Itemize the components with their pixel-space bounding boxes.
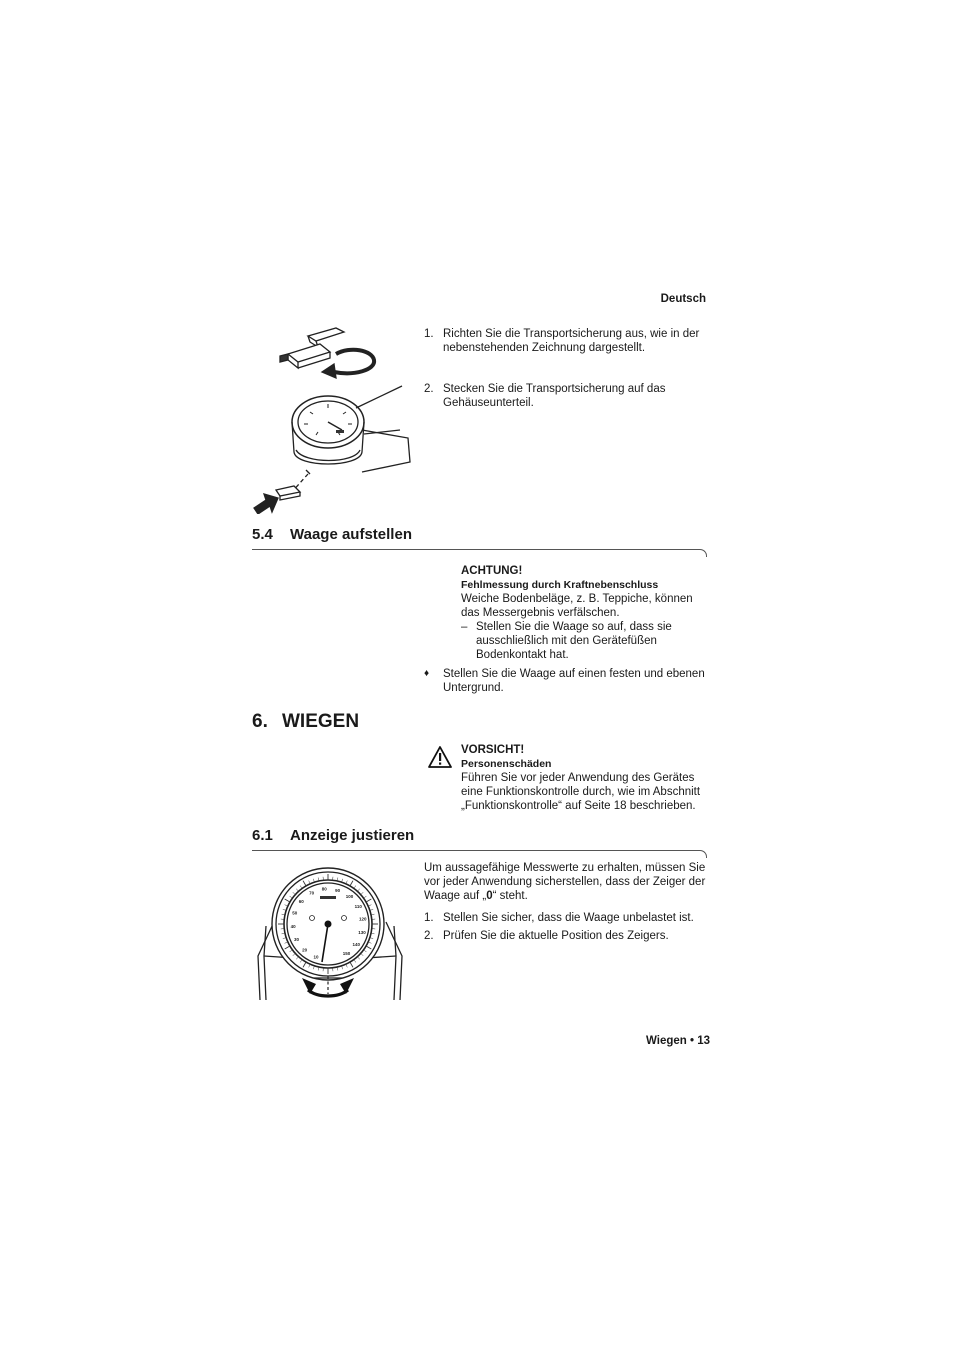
- bullet-marker: ♦: [424, 668, 430, 679]
- intro-zero: 0: [486, 890, 493, 902]
- step-number: 1.: [424, 912, 434, 924]
- section-rule: [252, 549, 700, 550]
- dial-label: 60: [298, 899, 304, 904]
- transport-lock-illustration: [250, 322, 420, 514]
- intro-text-after: “ steht.: [492, 890, 528, 902]
- dial-label: 10: [313, 954, 319, 960]
- dial-label: 90: [335, 887, 341, 893]
- chapter-number: 6.: [252, 711, 268, 732]
- warning-text: Weiche Bodenbeläge, z. B. Teppiche, können das Messergebnis verfälschen.: [461, 593, 693, 619]
- dial-brand-mark: [320, 896, 336, 899]
- section-6-1-intro: [424, 861, 711, 903]
- page-footer: Wiegen • 13: [646, 1035, 710, 1047]
- intro-text-before: Um aussagefähige Messwerte zu erhalten, müssen Sie vor jeder Anwendung sicherstellen, dass der Zeiger der Waage auf „: [424, 862, 706, 902]
- header-language: Deutsch: [660, 293, 706, 305]
- dial-label: 110: [354, 904, 362, 909]
- bullet-item: [424, 667, 709, 695]
- section-title: Anzeige justieren: [290, 827, 415, 844]
- caution-label: VORSICHT!: [461, 744, 525, 756]
- caution-text: Führen Sie vor jeder Anwendung des Gerätes eine Funktionskontrolle durch, wie im Abschnitt „Funktionskontrolle“ auf Seite 18 beschrieben.: [461, 772, 701, 812]
- section-number: 5.4: [252, 526, 273, 543]
- dial-label: 70: [309, 890, 315, 896]
- step-number: 2.: [424, 930, 434, 942]
- step-text: Stellen Sie sicher, dass die Waage unbelastet ist.: [443, 912, 694, 924]
- dial-label: 120: [358, 916, 367, 922]
- dial-label: 140: [352, 942, 361, 948]
- warning-triangle-icon: [427, 745, 453, 769]
- dial-label: 20: [302, 947, 308, 953]
- scale-dial-illustration: [254, 866, 406, 1002]
- dial-label: 40: [290, 923, 296, 929]
- transport-step-1: [424, 327, 709, 355]
- section-heading-6-1: [252, 827, 414, 844]
- dash-text: Stellen Sie die Waage so auf, dass sie ausschließlich mit den Gerätefüßen Bodenkontakt hat.: [476, 621, 672, 661]
- section-title: Waage aufstellen: [290, 526, 412, 543]
- warning-block: [461, 564, 709, 662]
- dial-label: 130: [358, 930, 366, 935]
- section-rule: [252, 850, 700, 851]
- step-number: 1.: [424, 328, 434, 340]
- dial-label: 100: [345, 893, 354, 899]
- section-heading-5-4: [252, 526, 412, 543]
- chapter-title: WIEGEN: [282, 711, 360, 732]
- dial-label: 50: [292, 910, 298, 916]
- warning-subtitle: Fehlmessung durch Kraftnebenschluss: [461, 579, 659, 591]
- transport-step-2: [424, 382, 709, 410]
- adjust-step-2: [424, 929, 709, 943]
- section-rule-corner: [700, 850, 707, 858]
- warning-dash-item: [461, 620, 709, 662]
- section-number: 6.1: [252, 827, 273, 844]
- warning-label: ACHTUNG!: [461, 565, 523, 577]
- bullet-text: Stellen Sie die Waage auf einen festen und ebenen Untergrund.: [443, 668, 705, 694]
- step-text: Richten Sie die Transportsicherung aus, wie in der nebenstehenden Zeichnung dargestellt.: [443, 328, 700, 354]
- section-rule-corner: [700, 549, 707, 557]
- dial-label: 150: [342, 951, 351, 957]
- dash-marker: –: [461, 621, 468, 633]
- dial-label: 80: [321, 886, 327, 892]
- step-text: Prüfen Sie die aktuelle Position des Zeigers.: [443, 930, 669, 942]
- step-number: 2.: [424, 383, 434, 395]
- caution-subtitle: Personenschäden: [461, 758, 552, 770]
- dial-label: 30: [293, 936, 300, 942]
- step-text: Stecken Sie die Transportsicherung auf das Gehäuseunterteil.: [443, 383, 666, 409]
- adjust-step-1: [424, 911, 709, 925]
- caution-block: [461, 743, 711, 813]
- chapter-heading-6: [252, 711, 359, 733]
